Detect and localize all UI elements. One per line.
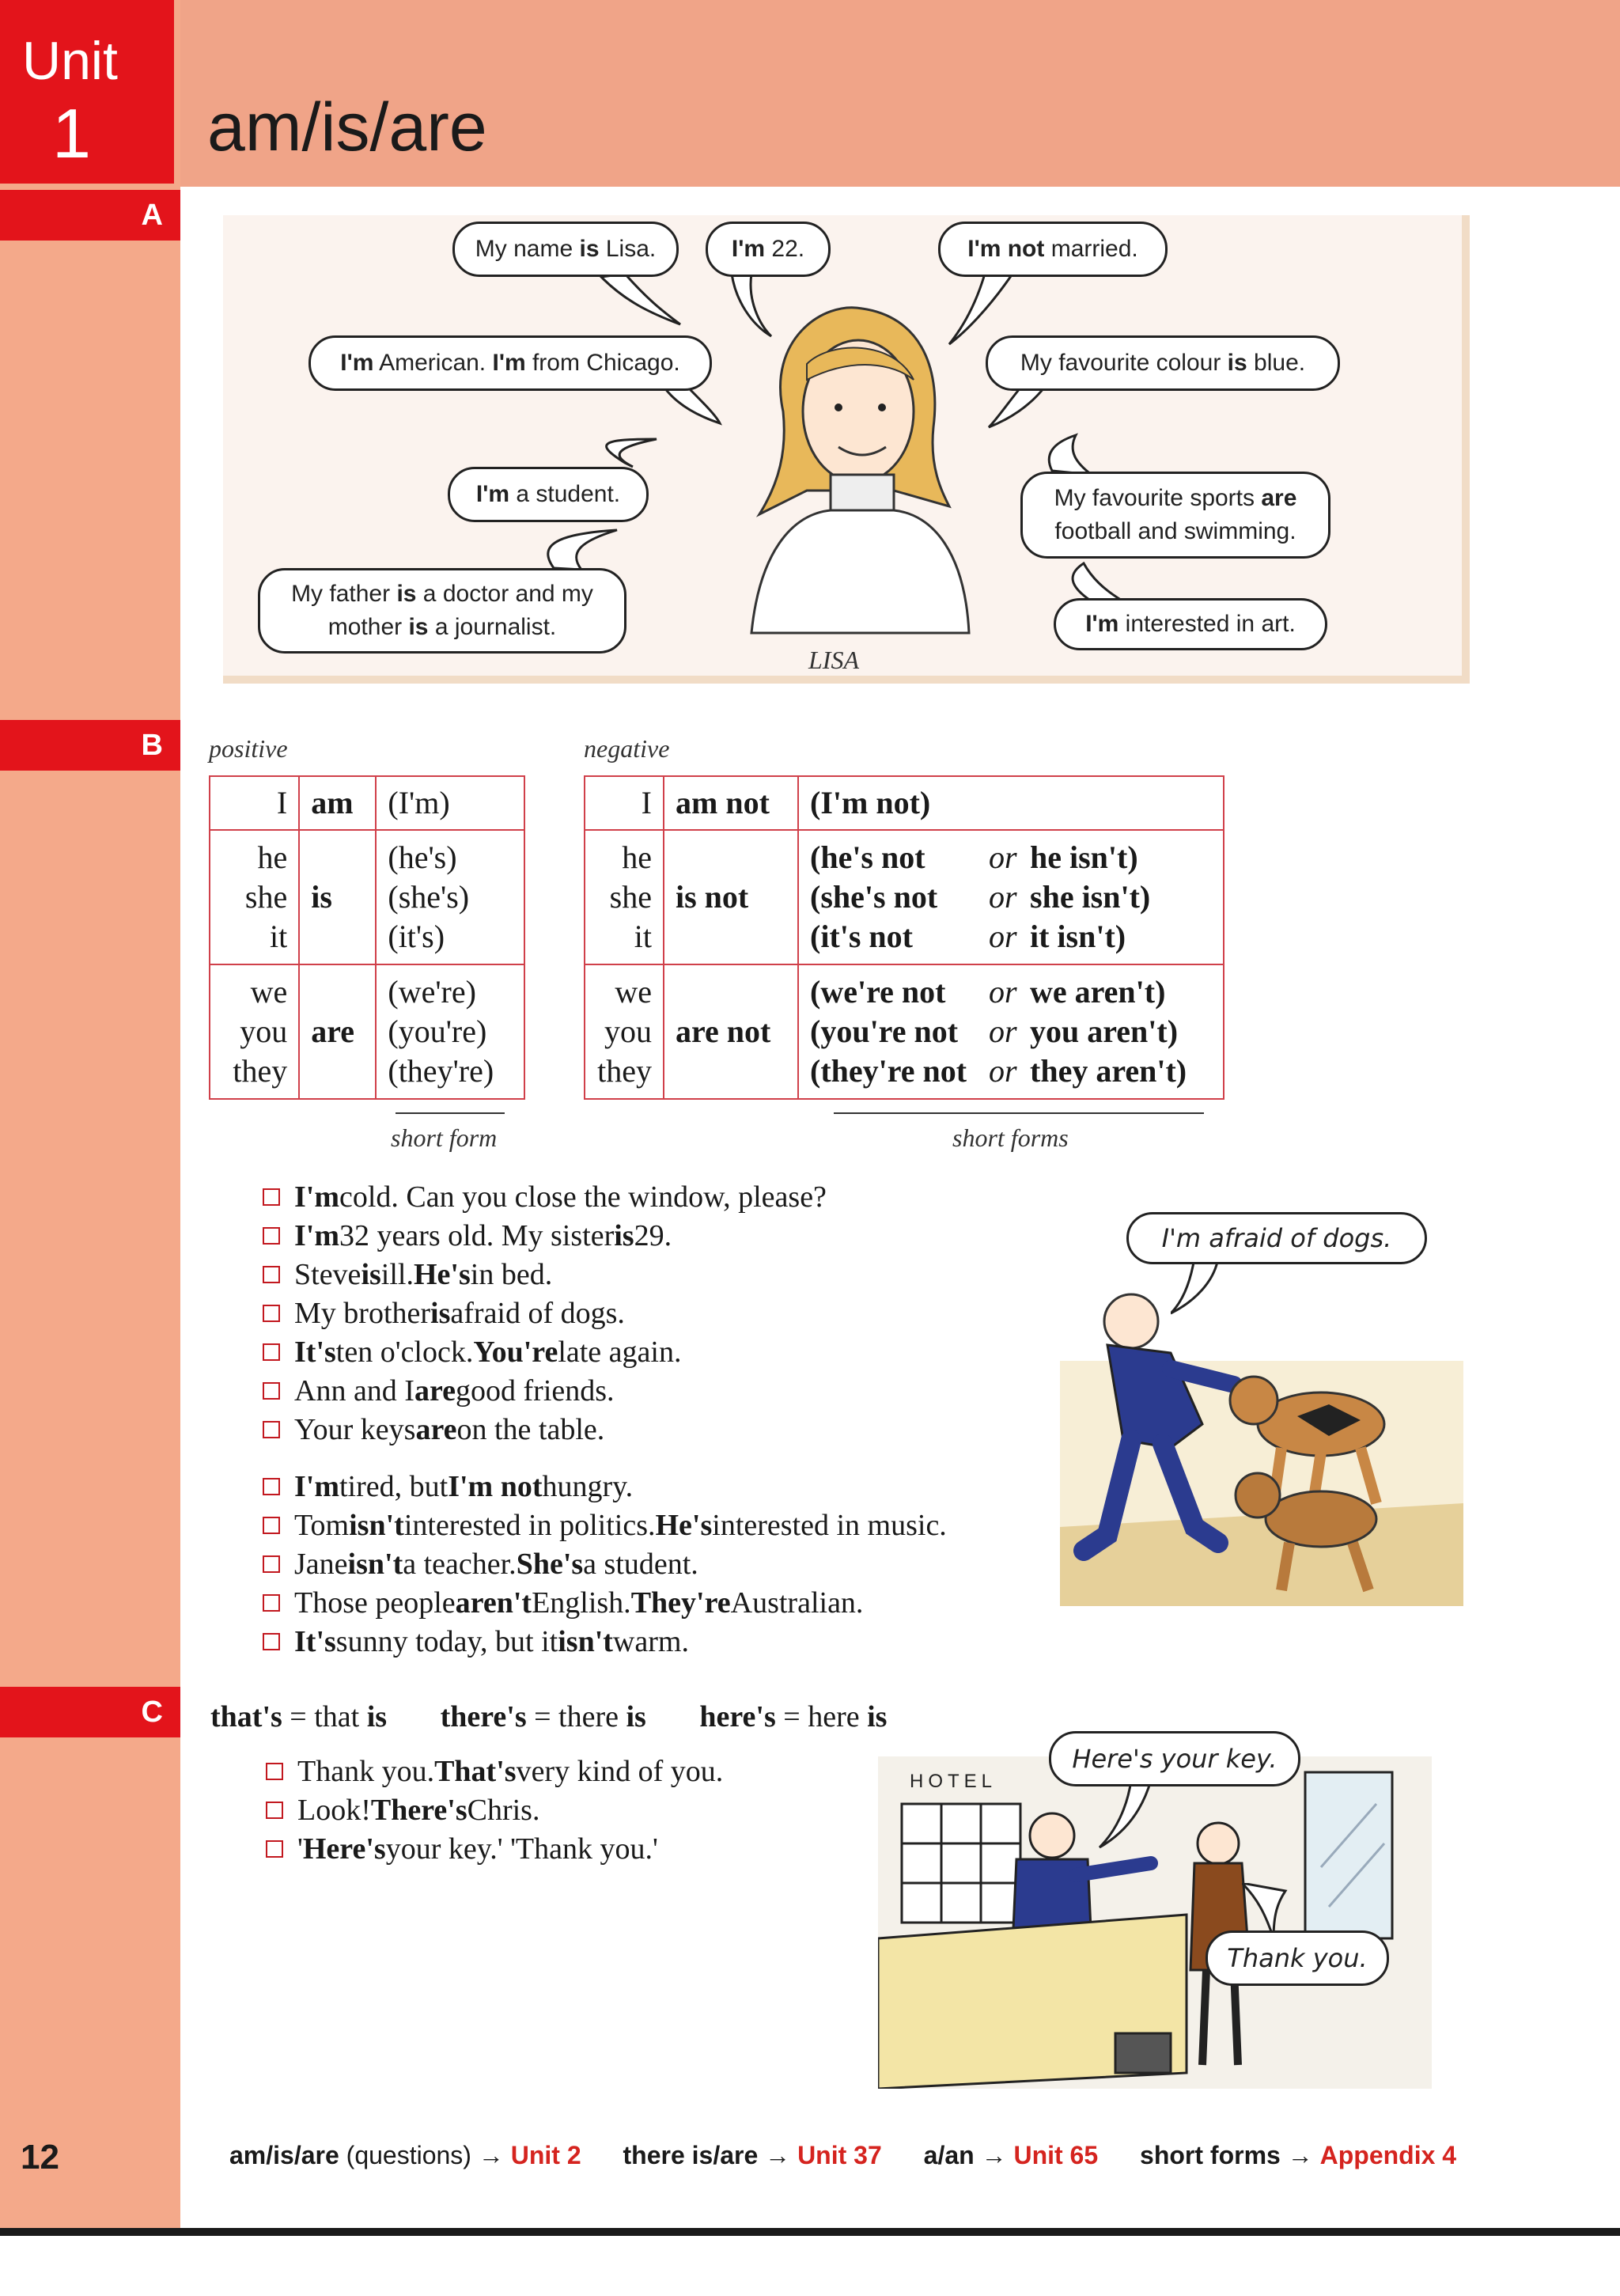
list-item: I'm tired, but I'm not hungry.: [263, 1467, 947, 1506]
dog-bubble-tail: [1171, 1258, 1234, 1321]
pronoun-cell: I: [585, 776, 664, 830]
short-form-cell: (I'm): [376, 776, 524, 830]
short-form-label: short form: [391, 1123, 498, 1152]
bubble-student: I'm a student.: [448, 467, 649, 522]
pronoun-cell: he she it: [585, 830, 664, 964]
bubble-name: My name is Lisa.: [452, 222, 679, 277]
pronoun-cell: he she it: [210, 830, 299, 964]
key-speech-bubble: Here's your key.: [1049, 1731, 1300, 1786]
positive-label: positive: [209, 734, 288, 763]
bubble-age: I'm 22.: [706, 222, 831, 277]
checkbox-icon: [263, 1382, 280, 1400]
short-forms-brace: [834, 1104, 1204, 1114]
list-item: Thank you. That's very kind of you.: [266, 1752, 723, 1790]
verb-cell: am: [299, 776, 376, 830]
short-form-cell: (he's not or he isn't) (she's not or she isn't) (it's not or it isn't): [798, 830, 1224, 964]
verb-cell: is: [299, 830, 376, 964]
short-form-cell: (I'm not): [798, 776, 1224, 830]
cross-ref-link[interactable]: a/an → Unit 65: [923, 2141, 1099, 2169]
list-item: Those people aren't English. They're Australian.: [263, 1583, 947, 1622]
checkbox-icon: [263, 1478, 280, 1495]
list-item: Your keys are on the table.: [263, 1410, 827, 1449]
checkbox-icon: [263, 1266, 280, 1283]
bubble-art: I'm interested in art.: [1054, 598, 1327, 650]
cross-reference-bar: [229, 2141, 1456, 2170]
checkbox-icon: [263, 1188, 280, 1206]
list-item: I'm cold. Can you close the window, please?: [263, 1177, 827, 1216]
pronoun-cell: we you they: [210, 964, 299, 1099]
list-item: It's ten o'clock. You're late again.: [263, 1332, 827, 1371]
checkbox-icon: [263, 1343, 280, 1361]
hotel-illustration: [878, 1756, 1432, 2089]
checkbox-icon: [263, 1305, 280, 1322]
page-number: 12: [21, 2138, 59, 2177]
list-item: Ann and I are good friends.: [263, 1371, 827, 1410]
bubble-tails: [0, 0, 1620, 712]
checkbox-icon: [263, 1594, 280, 1612]
list-item: Jane isn't a teacher. She's a student.: [263, 1544, 947, 1583]
hotel-sign: HOTEL: [910, 1771, 997, 1792]
verb-cell: am not: [664, 776, 798, 830]
examples-negative-list: [263, 1467, 947, 1661]
pronoun-cell: we you they: [585, 964, 664, 1099]
thanks-speech-bubble: Thank you.: [1206, 1930, 1389, 1986]
list-item: I'm 32 years old. My sister is 29.: [263, 1216, 827, 1255]
bubble-colour: My favourite colour is blue.: [986, 335, 1340, 391]
section-c-examples: [266, 1752, 723, 1868]
short-forms-label: short forms: [952, 1123, 1069, 1152]
cross-ref-link[interactable]: am/is/are (questions) → Unit 2: [229, 2141, 581, 2169]
verb-cell: are: [299, 964, 376, 1099]
negative-table: [584, 775, 1224, 1100]
checkbox-icon: [263, 1421, 280, 1438]
page-title: am/is/are: [207, 89, 487, 165]
checkbox-icon: [263, 1633, 280, 1650]
checkbox-icon: [263, 1555, 280, 1573]
short-form-cell: (we're not or we aren't) (you're not or you aren't) (they're not or they aren't): [798, 964, 1224, 1099]
cross-ref-link[interactable]: short forms → Appendix 4: [1140, 2141, 1457, 2169]
checkbox-icon: [266, 1802, 283, 1819]
dogs-illustration: [1060, 1266, 1463, 1606]
short-form-brace: [396, 1104, 505, 1114]
footer-rule: [0, 2228, 1620, 2236]
short-form-cell: (he's) (she's) (it's): [376, 830, 524, 964]
lisa-caption: LISA: [808, 646, 859, 674]
bubble-sports: My favourite sports are football and swimming.: [1020, 472, 1330, 559]
bubble-american: I'm American. I'm from Chicago.: [308, 335, 712, 391]
bubble-parents: My father is a doctor and my mother is a journalist.: [258, 568, 626, 654]
bubble-married: I'm not married.: [938, 222, 1168, 277]
unit-word: Unit: [22, 31, 118, 91]
list-item: My brother is afraid of dogs.: [263, 1294, 827, 1332]
verb-cell: are not: [664, 964, 798, 1099]
short-form-cell: (we're) (you're) (they're): [376, 964, 524, 1099]
dog-speech-bubble: I'm afraid of dogs.: [1126, 1212, 1427, 1264]
checkbox-icon: [263, 1517, 280, 1534]
list-item: Steve is ill. He's in bed.: [263, 1255, 827, 1294]
unit-number: 1: [52, 94, 91, 172]
key-bubble-tail: [1092, 1780, 1155, 1851]
list-item: ' Here's your key.' 'Thank you.': [266, 1829, 723, 1868]
verb-cell: is not: [664, 830, 798, 964]
list-item: Tom isn't interested in politics. He's interested in music.: [263, 1506, 947, 1544]
checkbox-icon: [266, 1840, 283, 1858]
section-tab-a: A: [0, 190, 180, 241]
checkbox-icon: [266, 1763, 283, 1780]
list-item: It's sunny today, but it isn't warm.: [263, 1622, 947, 1661]
examples-positive-list: [263, 1177, 827, 1449]
pronoun-cell: I: [210, 776, 299, 830]
section-tab-b: B: [0, 720, 180, 771]
negative-label: negative: [584, 734, 670, 763]
cross-ref-link[interactable]: there is/are → Unit 37: [623, 2141, 882, 2169]
positive-table: [209, 775, 525, 1100]
checkbox-icon: [263, 1227, 280, 1245]
contractions-row: that's = that is there's = there is here's = here is: [210, 1700, 888, 1733]
section-tab-c: C: [0, 1687, 180, 1737]
list-item: Look! There's Chris.: [266, 1790, 723, 1829]
